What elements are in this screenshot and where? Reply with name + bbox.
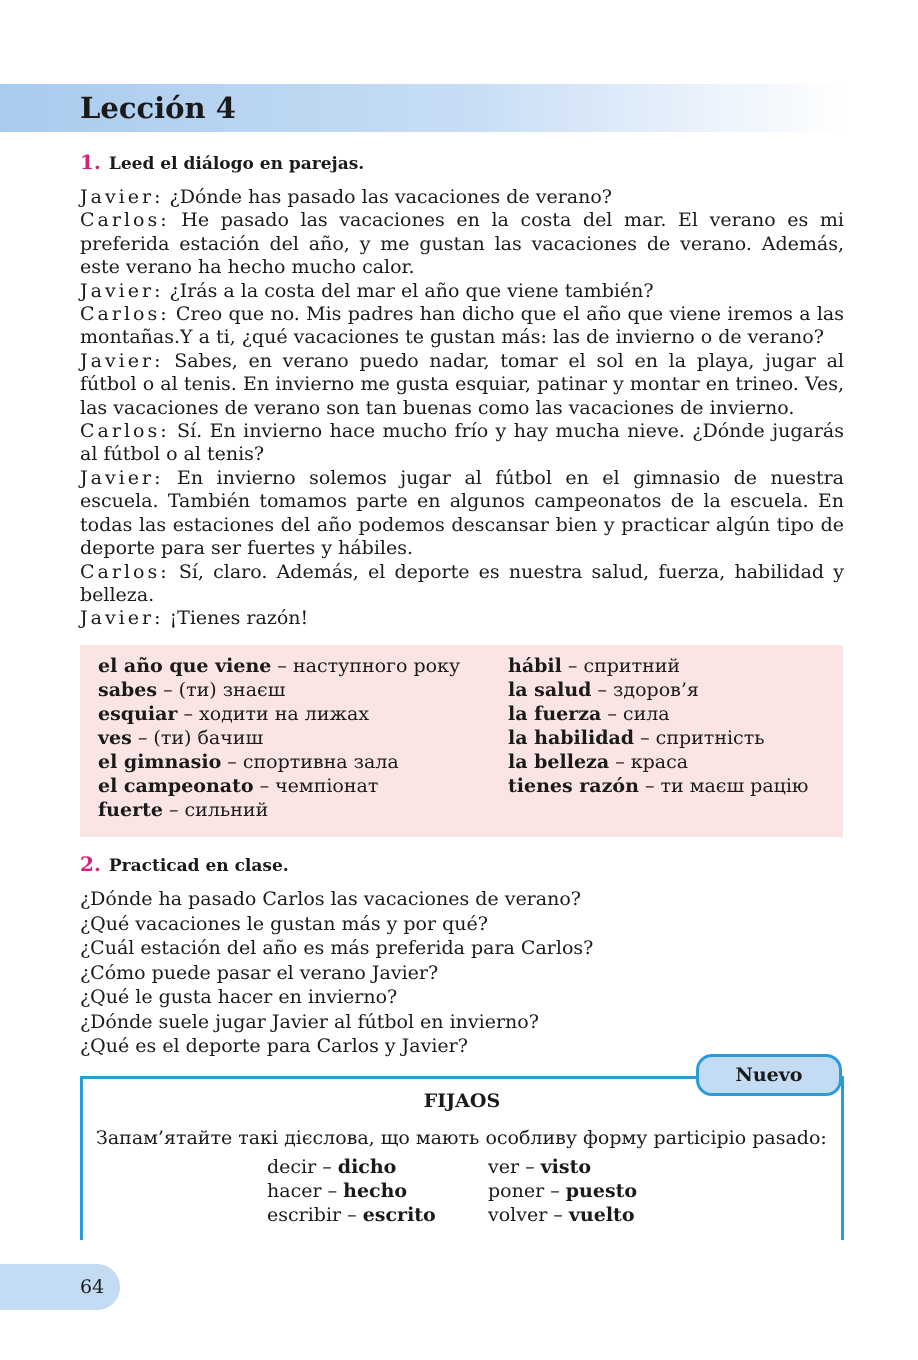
vocab-translation: – сила xyxy=(601,703,670,725)
dialog-line xyxy=(80,607,844,630)
dialog-line xyxy=(80,280,844,303)
dialog-speaker: Carlos: xyxy=(80,560,170,583)
vocab-translation: – здоров’я xyxy=(591,679,699,701)
dialog-utterance: Sabes, en verano puedo nadar, tomar el sol en la playa, jugar al fútbol o al tenis. En invierno me gusta esquiar, patinar y montar en trineo. Ves, las vacaciones de verano son tan buenas como las vacaciones de invierno. xyxy=(80,349,844,419)
vocab-term: ves xyxy=(98,727,132,749)
dialog-speaker: Carlos: xyxy=(80,303,170,326)
dialog-line xyxy=(80,186,844,209)
vocab-translation: – (ти) знаєш xyxy=(157,679,286,701)
exercise-2-heading xyxy=(80,852,289,878)
dialog-line xyxy=(80,420,844,467)
vocab-term: hábil xyxy=(508,655,562,677)
dialog-speaker: Carlos: xyxy=(80,420,170,443)
verb-entry xyxy=(488,1179,637,1203)
vocab-term: sabes xyxy=(98,679,158,701)
vocab-entry xyxy=(98,726,460,750)
question-item: ¿Cuál estación del año es más preferida para Carlos? xyxy=(80,937,594,959)
verb-infinitive: decir – xyxy=(267,1156,338,1178)
verb-infinitive: escribir – xyxy=(267,1204,363,1226)
question-item: ¿Qué vacaciones le gustan más y por qué? xyxy=(80,912,488,935)
vocab-translation: – спортивна зала xyxy=(221,751,399,773)
vocab-term: el campeonato xyxy=(98,775,254,797)
dialog-utterance: Sí, claro. Además, el deporte es nuestra salud, fuerza, habilidad y belleza. xyxy=(80,560,844,606)
vocab-translation: – спритний xyxy=(561,655,681,677)
dialog-utterance: Creo que no. Mis padres han dicho que el año que viene iremos a las montañas.Y a ti, ¿qué vacaciones te gustan más: las de invierno o de verano? xyxy=(80,303,844,349)
verb-entry xyxy=(267,1155,436,1179)
dialog-speaker: Javier: xyxy=(80,279,164,302)
dialog-speaker: Javier: xyxy=(80,349,164,372)
vocab-entry xyxy=(508,750,808,774)
question-item: ¿Qué le gusta hacer en invierno? xyxy=(80,986,398,1008)
vocab-entry xyxy=(98,702,460,726)
vocab-term: el año que viene xyxy=(98,655,272,677)
exercise-number: 2. xyxy=(80,852,101,876)
vocabulary-box xyxy=(80,645,843,837)
vocab-entry xyxy=(508,774,808,798)
vocab-entry xyxy=(508,654,808,678)
dialog-utterance: ¡Tienes razón! xyxy=(169,607,309,630)
exercise-instruction: Practicad en clase. xyxy=(108,856,289,876)
dialog-utterance: ¿Dónde has pasado las vacaciones de verano? xyxy=(169,186,612,208)
verb-infinitive: hacer – xyxy=(267,1180,344,1202)
vocabulary-column-right xyxy=(508,654,808,798)
verb-participle: visto xyxy=(540,1156,592,1178)
vocab-entry xyxy=(98,774,460,798)
dialog-line xyxy=(80,209,844,279)
vocab-entry xyxy=(98,654,460,678)
vocab-translation: – ти маєш рацію xyxy=(638,775,809,797)
vocab-entry xyxy=(508,702,808,726)
exercise-instruction: Leed el diálogo en parejas. xyxy=(108,154,365,174)
vocab-translation: – (ти) бачиш xyxy=(131,727,264,749)
dialog-speaker: Carlos: xyxy=(80,209,170,232)
vocab-entry xyxy=(508,726,808,750)
verb-infinitive: ver – xyxy=(488,1156,541,1178)
question-item: ¿Dónde ha pasado Carlos las vacaciones de verano? xyxy=(80,888,581,910)
vocab-entry xyxy=(98,750,460,774)
dialog-line xyxy=(80,561,844,608)
vocab-entry xyxy=(98,678,460,702)
vocab-entry xyxy=(508,678,808,702)
verb-entry xyxy=(267,1179,436,1203)
dialog-line xyxy=(80,303,844,350)
verb-infinitive: poner – xyxy=(488,1180,566,1202)
verb-list-right xyxy=(488,1155,637,1227)
vocab-term: la belleza xyxy=(508,751,610,773)
lesson-title: Lección 4 xyxy=(80,91,236,125)
fijaos-instruction: Запам’ятайте такі дієслова, що мають особливу форму participio pasado: xyxy=(96,1127,827,1149)
vocab-term: fuerte xyxy=(98,799,163,821)
verb-participle: puesto xyxy=(565,1180,638,1202)
verb-participle: vuelto xyxy=(568,1204,635,1226)
vocab-term: tienes razón xyxy=(508,775,639,797)
dialog-utterance: ¿Irás a la costa del mar el año que viene también? xyxy=(169,279,654,302)
dialog-speaker: Javier: xyxy=(80,607,164,630)
vocab-translation: – ходити на лижах xyxy=(177,703,370,725)
dialog-speaker: Javier: xyxy=(80,466,164,489)
vocab-translation: – сильний xyxy=(162,799,269,821)
vocab-translation: – наступного року xyxy=(271,655,461,677)
question-item: ¿Dónde suele jugar Javier al fútbol en invierno? xyxy=(80,1010,539,1033)
verb-entry xyxy=(267,1203,436,1227)
vocab-term: la fuerza xyxy=(508,703,602,725)
dialog-speaker: Javier: xyxy=(80,186,164,208)
question-item: ¿Cómo puede pasar el verano Javier? xyxy=(80,961,439,984)
verb-participle: escrito xyxy=(362,1204,436,1226)
vocab-term: el gimnasio xyxy=(98,751,222,773)
dialog-text xyxy=(80,186,844,631)
question-item: ¿Qué es el deporte para Carlos y Javier? xyxy=(80,1035,468,1057)
dialog-utterance: En invierno solemos jugar al fútbol en el gimnasio de nuestra escuela. También tomamos parte en algunos campeonatos de la escuela. En todas las estaciones del año podemos descansar bien y practicar algún tipo de deporte para ser fuertes y hábiles. xyxy=(80,466,844,560)
vocab-term: la habilidad xyxy=(508,727,635,749)
dialog-line xyxy=(80,467,844,561)
verb-list-left xyxy=(267,1155,436,1227)
verb-infinitive: volver – xyxy=(488,1204,569,1226)
exercise-1-heading xyxy=(80,150,364,176)
vocab-term: la salud xyxy=(508,679,592,701)
vocab-translation: – чемпіонат xyxy=(253,775,379,797)
vocab-term: esquiar xyxy=(98,703,178,725)
vocab-translation: – спритність xyxy=(634,727,765,749)
verb-entry xyxy=(488,1203,637,1227)
verb-participle: dicho xyxy=(337,1156,397,1178)
page-number: 64 xyxy=(80,1276,105,1298)
dialog-utterance: He pasado las vacaciones en la costa del mar. El verano es mi preferida estación del año, y me gustan las vacaciones de verano. Además, este verano ha hecho mucho calor. xyxy=(80,209,845,279)
verb-participle: hecho xyxy=(343,1180,408,1202)
fijaos-title: FIJAOS xyxy=(423,1090,501,1112)
vocab-entry xyxy=(98,798,460,822)
verb-entry xyxy=(488,1155,637,1179)
dialog-line xyxy=(80,350,844,420)
nuevo-badge: Nuevo xyxy=(696,1054,842,1096)
question-list xyxy=(80,887,593,1059)
dialog-utterance: Sí. En invierno hace mucho frío y hay mucha nieve. ¿Dónde jugarás al fútbol o al tenis? xyxy=(80,420,844,466)
vocab-translation: – краса xyxy=(609,751,689,773)
exercise-number: 1. xyxy=(80,150,101,174)
vocabulary-column-left xyxy=(98,654,460,822)
